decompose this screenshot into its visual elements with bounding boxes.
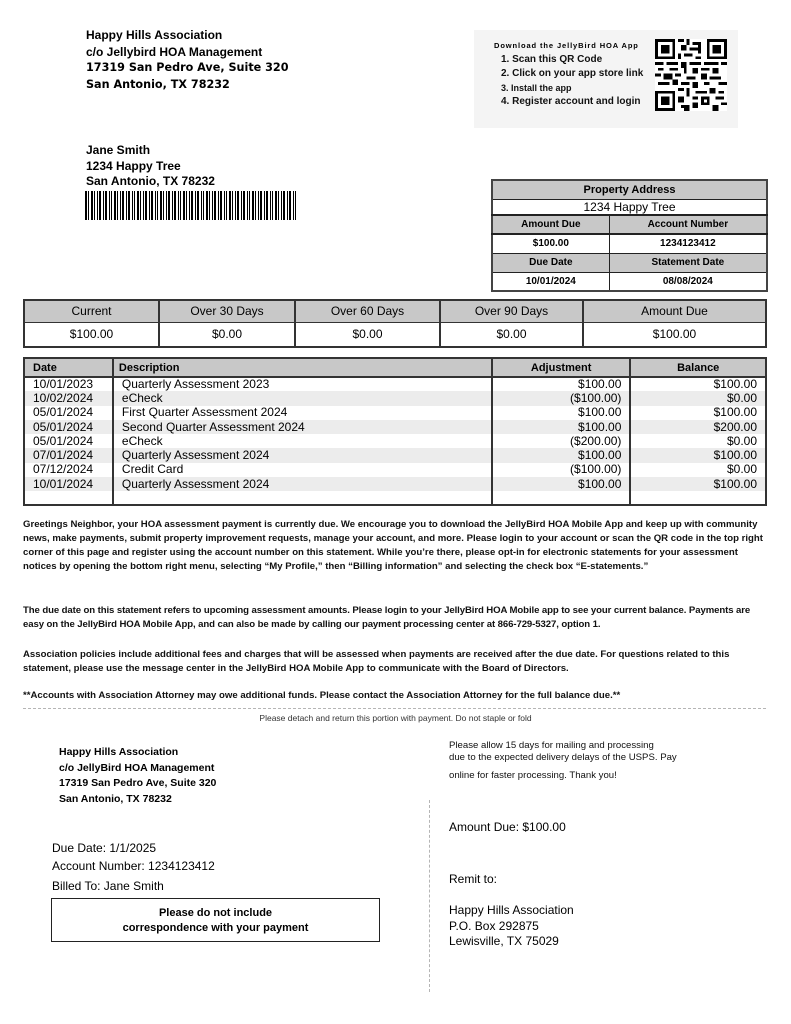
header-description: Description: [113, 358, 492, 377]
slip-amount-due: Amount Due: $100.00: [449, 820, 566, 834]
greeting-message: Greetings Neighbor, your HOA assessment payment is currently due. We encourage you to download the JellyBird HOA Mobile App and keep up with community news, make payments, submit property improvement requests, manage your account, and more. Please login to your account or scan the QR code in the top right corner of this page and register using the account number on this statement. While you’re there, please opt-in for electronic statements for your assessment notices by opening the bottom right menu, selecting “My Profile,” then “Billing information” and selecting the check box “E-statements.”: [23, 519, 763, 572]
aging-header-amount-due: Amount Due: [583, 300, 766, 322]
mailing-note-line-3: online for faster processing. Thank you!: [449, 770, 617, 781]
aging-over-30: $0.00: [159, 322, 295, 347]
property-info-table: [491, 179, 768, 292]
no-correspondence-notice: [51, 898, 380, 942]
due-date-message: The due date on this statement refers to upcoming assessment amounts. Please login to your JellyBird HOA Mobile app to see your current balance. Payments are easy on the JellyBird HOA Mobile App, and can also be made by calling our payment processing center at 866-729-5327, option 1.: [23, 605, 751, 630]
mailing-note: [449, 740, 677, 782]
qr-code-icon[interactable]: [655, 39, 727, 111]
aging-header-over-90: Over 90 Days: [440, 300, 583, 322]
due-date-label: Due Date: [492, 253, 609, 272]
header-date: Date: [24, 358, 113, 377]
aging-header-over-30: Over 30 Days: [159, 300, 295, 322]
aging-table: [23, 299, 767, 348]
slip-sender-address: [59, 745, 216, 807]
sender-care-of: c/o Jellybird HOA Management: [86, 44, 263, 59]
cell-adjustment: $100.00: [492, 377, 631, 391]
recipient-street: 1234 Happy Tree: [86, 158, 181, 173]
sender-address: [86, 27, 289, 93]
slip-divider: [429, 800, 430, 992]
app-step: 2. Click on your app store link: [501, 68, 644, 79]
recipient-city: San Antonio, TX 78232: [86, 174, 215, 188]
aging-current: $100.00: [24, 322, 159, 347]
app-step: 3. Install the app: [501, 83, 572, 93]
aging-header-over-60: Over 60 Days: [295, 300, 440, 322]
aging-header-current: Current: [24, 300, 159, 322]
cell-date: 05/01/2024: [24, 434, 113, 448]
cell-date: 05/01/2024: [24, 406, 113, 420]
cell-date: 10/01/2024: [24, 477, 113, 491]
sender-city: San Antonio, TX 78232: [86, 77, 230, 91]
cell-adjustment: $100.00: [492, 420, 631, 434]
app-promo-box: [474, 30, 738, 128]
property-address-value: 1234 Happy Tree: [492, 199, 767, 215]
cell-adjustment: ($200.00): [492, 434, 631, 448]
transactions-table: [23, 357, 767, 506]
cell-date: 05/01/2024: [24, 420, 113, 434]
cell-balance: $0.00: [630, 391, 766, 405]
amount-due-label: Amount Due: [492, 215, 609, 234]
cell-date: 07/01/2024: [24, 448, 113, 462]
due-date-value: 10/01/2024: [492, 272, 609, 291]
app-promo-steps: [501, 53, 643, 109]
aging-over-90: $0.00: [440, 322, 583, 347]
table-row: [24, 434, 766, 448]
header-adjustment: Adjustment: [492, 358, 631, 377]
table-row: [24, 477, 766, 491]
detach-note: Please detach and return this portion with payment. Do not staple or fold: [259, 713, 532, 723]
cell-date: 10/01/2023: [24, 377, 113, 391]
table-row: [24, 420, 766, 434]
notice-line-2: correspondence with your payment: [122, 922, 309, 934]
table-row: [24, 448, 766, 462]
cell-adjustment: ($100.00): [492, 463, 631, 477]
property-address-label: Property Address: [492, 180, 767, 199]
slip-sender-street: 17319 San Pedro Ave, Suite 320: [59, 777, 217, 789]
cell-description: Second Quarter Assessment 2024: [113, 420, 492, 434]
notice-line-1: Please do not include: [158, 907, 273, 919]
cell-date: 10/02/2024: [24, 391, 113, 405]
cell-description: First Quarter Assessment 2024: [113, 406, 492, 420]
remit-name: Happy Hills Association: [449, 903, 574, 917]
cell-description: eCheck: [113, 434, 492, 448]
aging-value-row: [24, 322, 766, 347]
slip-due-date: Due Date: 1/1/2025: [52, 841, 157, 855]
recipient-address: [86, 143, 215, 190]
app-step: 1. Scan this QR Code: [501, 54, 603, 65]
cell-description: Quarterly Assessment 2024: [113, 477, 492, 491]
detach-line: [23, 708, 766, 709]
amount-due-value: $100.00: [492, 234, 609, 253]
remit-address: [449, 903, 574, 950]
slip-sender-care-of: c/o JellyBird HOA Management: [59, 761, 215, 774]
aging-over-60: $0.00: [295, 322, 440, 347]
cell-description: Quarterly Assessment 2023: [113, 377, 492, 391]
table-row: [24, 463, 766, 477]
cell-adjustment: $100.00: [492, 448, 631, 462]
aging-amount-due: $100.00: [583, 322, 766, 347]
table-row-empty: [24, 491, 766, 505]
table-row: [24, 391, 766, 405]
statement-date-label: Statement Date: [609, 253, 767, 272]
cell-description: Quarterly Assessment 2024: [113, 448, 492, 462]
cell-balance: $0.00: [630, 463, 766, 477]
slip-account-number: Account Number: 1234123412: [52, 859, 215, 873]
table-row: [24, 377, 766, 391]
recipient-name: Jane Smith: [86, 143, 151, 157]
header-balance: Balance: [630, 358, 766, 377]
cell-balance: $100.00: [630, 406, 766, 420]
remit-city: Lewisville, TX 75029: [449, 934, 559, 948]
slip-billed-to: Billed To: Jane Smith: [52, 879, 164, 893]
app-promo-title: Download the JellyBird HOA App: [494, 41, 639, 50]
mailing-note-line-2: due to the expected delivery delays of the USPS. Pay: [449, 751, 677, 763]
account-number-label: Account Number: [609, 215, 767, 234]
mailing-note-line-1: Please allow 15 days for mailing and processing: [449, 740, 654, 751]
cell-balance: $100.00: [630, 477, 766, 491]
cell-balance: $0.00: [630, 434, 766, 448]
cell-balance: $100.00: [630, 448, 766, 462]
aging-header-row: [24, 300, 766, 322]
app-step: 4. Register account and login: [501, 96, 641, 107]
remit-po-box: P.O. Box 292875: [449, 918, 539, 933]
cell-adjustment: $100.00: [492, 477, 631, 491]
cell-adjustment: $100.00: [492, 406, 631, 420]
statement-date-value: 08/08/2024: [609, 272, 767, 291]
cell-description: Credit Card: [113, 463, 492, 477]
cell-balance: $200.00: [630, 420, 766, 434]
attorney-message: **Accounts with Association Attorney may owe additional funds. Please contact the Association Attorney for the full balance due.**: [23, 690, 621, 701]
barcode-icon: [85, 191, 296, 220]
slip-sender-name: Happy Hills Association: [59, 746, 179, 758]
remit-to-label: Remit to:: [449, 872, 498, 886]
policies-message: Association policies include additional fees and charges that will be assessed when payments are received after the due date. For questions related to this statement, please use the message center in the JellyBird HOA Mobile App to communicate with the Board of Directors.: [23, 649, 730, 674]
cell-date: 07/12/2024: [24, 463, 113, 477]
account-number-value: 1234123412: [609, 234, 767, 253]
cell-adjustment: ($100.00): [492, 391, 631, 405]
transactions-header-row: [24, 358, 766, 377]
cell-balance: $100.00: [630, 377, 766, 391]
slip-sender-city: San Antonio, TX 78232: [59, 792, 172, 805]
sender-name: Happy Hills Association: [86, 28, 223, 42]
sender-street: 17319 San Pedro Ave, Suite 320: [86, 61, 289, 74]
cell-description: eCheck: [113, 391, 492, 405]
table-row: [24, 406, 766, 420]
